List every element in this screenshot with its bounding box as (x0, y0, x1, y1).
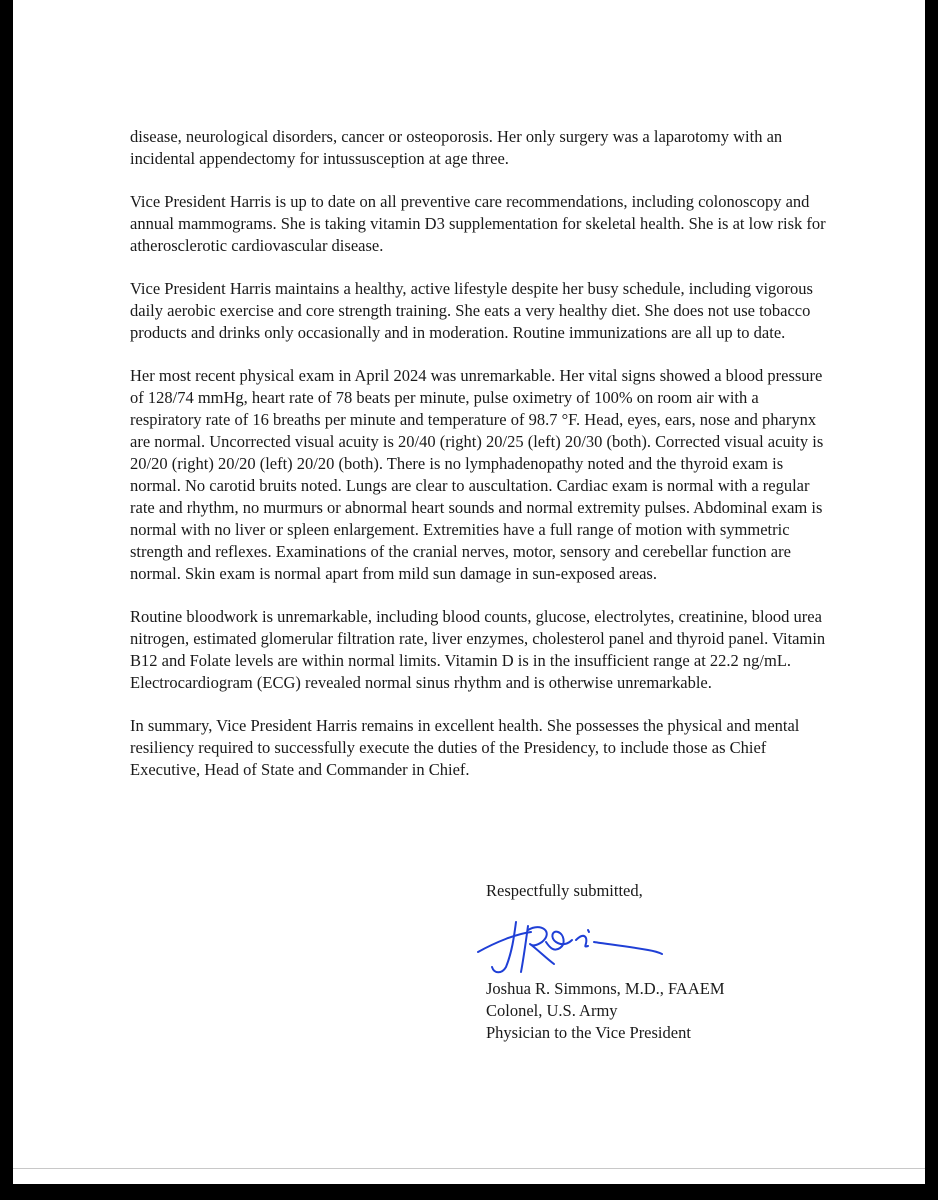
signer-name: Joshua R. Simmons, M.D., FAAEM (486, 979, 725, 998)
handwritten-signature (476, 912, 676, 982)
letter-page (13, 0, 925, 1184)
signer-rank: Colonel, U.S. Army (486, 1001, 618, 1020)
page-bottom-divider (13, 1168, 925, 1169)
paragraph-medical-history: disease, neurological disorders, cancer or osteoporosis. Her only surgery was a laparotomy with an incidental appendectomy for intussusception at age three. (130, 127, 783, 168)
paragraph-physical-exam: Her most recent physical exam in April 2024 was unremarkable. Her vital signs showed a blood pressure of 128/74 mmHg, heart rate of 78 beats per minute, pulse oximetry of 100% on room air with a respiratory rate of 16 breaths per minute and temperature of 98.7 °F. Head, eyes, ears, nose and pharynx are normal. Uncorrected visual acuity is 20/40 (right) 20/25 (left) 20/30 (both). Corrected visual acuity is 20/20 (right) 20/20 (left) 20/20 (both). There is no lymphadenopathy noted and the thyroid exam is normal. No carotid bruits noted. Lungs are clear to auscultation. Cardiac exam is normal with a regular rate and rhythm, no murmurs or abnormal heart sounds and normal extremity pulses. Abdominal exam is normal with no liver or spleen enlargement. Extremities have a full range of motion with symmetric strength and reflexes. Examinations of the cranial nerves, motor, sensory and cerebellar function are normal. Skin exam is normal apart from mild sun damage in sun-exposed areas. (130, 366, 824, 583)
letter-body (130, 126, 830, 802)
paragraph-preventive-care: Vice President Harris is up to date on all preventive care recommendations, including colonoscopy and annual mammograms. She is taking vitamin D3 supplementation for skeletal health. She is at low risk for atherosclerotic cardiovascular disease. (130, 192, 826, 255)
paragraph-lifestyle: Vice President Harris maintains a healthy, active lifestyle despite her busy schedule, including vigorous daily aerobic exercise and core strength training. She eats a very healthy diet. She does not use tobacco products and drinks only occasionally and in moderation. Routine immunizations are all up to date. (130, 279, 813, 342)
paragraph-bloodwork: Routine bloodwork is unremarkable, including blood counts, glucose, electrolytes, creatinine, blood urea nitrogen, estimated glomerular filtration rate, liver enzymes, cholesterol panel and thyroid panel. Vitamin B12 and Folate levels are within normal limits. Vitamin D is in the insufficient range at 22.2 ng/mL. Electrocardiogram (ECG) revealed normal sinus rhythm and is otherwise unremarkable. (130, 607, 826, 692)
signature-block (486, 880, 786, 1042)
paragraph-summary: In summary, Vice President Harris remains in excellent health. She possesses the physical and mental resiliency required to successfully execute the duties of the Presidency, to include those as Chief Executive, Head of State and Commander in Chief. (130, 716, 800, 779)
closing-line: Respectfully submitted, (486, 881, 643, 900)
signer-details (486, 978, 786, 1044)
signer-title: Physician to the Vice President (486, 1023, 691, 1042)
